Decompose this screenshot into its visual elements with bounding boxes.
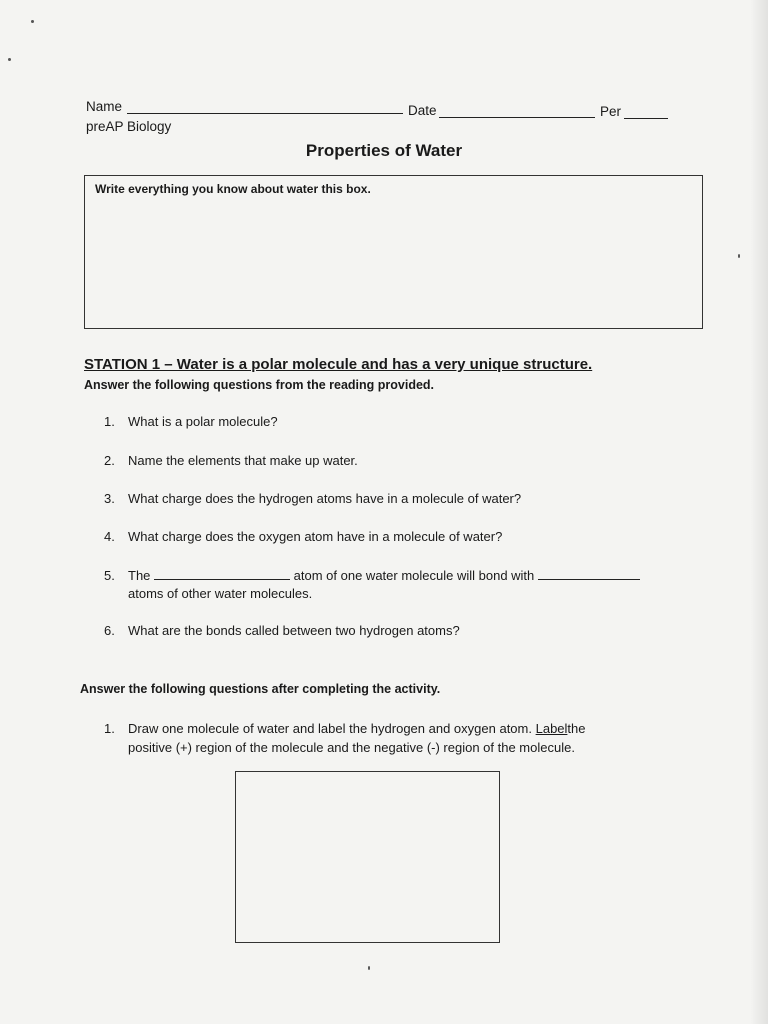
- question-5: 5. The atom of one water molecule will bond with: [104, 567, 640, 583]
- activity-question-1-continuation: positive (+) region of the molecule and the negative (-) region of the molecule.: [128, 740, 575, 755]
- knowledge-box-prompt: Write everything you know about water this box.: [95, 182, 371, 196]
- worksheet-title: Properties of Water: [305, 141, 463, 160]
- question-5-blank-2[interactable]: [538, 567, 640, 580]
- period-field-line[interactable]: [624, 118, 668, 119]
- label-underlined-word: Label: [535, 721, 568, 736]
- drawing-answer-box[interactable]: [235, 771, 500, 943]
- activity-question-1: 1. Draw one molecule of water and label the hydrogen and oxygen atom. Labelthe: [104, 721, 586, 736]
- scan-speck: [31, 20, 34, 23]
- period-label: Per: [600, 104, 622, 119]
- course-name: preAP Biology: [86, 119, 172, 134]
- knowledge-answer-box[interactable]: [84, 175, 703, 329]
- question-6: 6. What are the bonds called between two hydrogen atoms?: [104, 623, 460, 638]
- scan-speck: [368, 966, 370, 970]
- question-5-continuation: atoms of other water molecules.: [128, 586, 313, 601]
- question-4: 4. What charge does the oxygen atom have in a molecule of water?: [104, 529, 503, 544]
- question-5-blank-1[interactable]: [154, 567, 290, 580]
- name-label: Name: [86, 99, 123, 114]
- name-field-line[interactable]: [127, 113, 403, 114]
- question-1: 1. What is a polar molecule?: [104, 414, 278, 429]
- date-label: Date: [408, 103, 437, 118]
- station-1-instruction: Answer the following questions from the reading provided.: [84, 378, 435, 392]
- scan-speck: [8, 58, 11, 61]
- scan-speck: [738, 254, 740, 258]
- date-field-line[interactable]: [439, 117, 595, 118]
- station-1-heading: STATION 1 – Water is a polar molecule and has a very unique structure.: [84, 356, 593, 373]
- question-3: 3. What charge does the hydrogen atoms have in a molecule of water?: [104, 491, 522, 506]
- question-2: 2. Name the elements that make up water.: [104, 453, 358, 468]
- activity-instruction: Answer the following questions after completing the activity.: [80, 682, 441, 696]
